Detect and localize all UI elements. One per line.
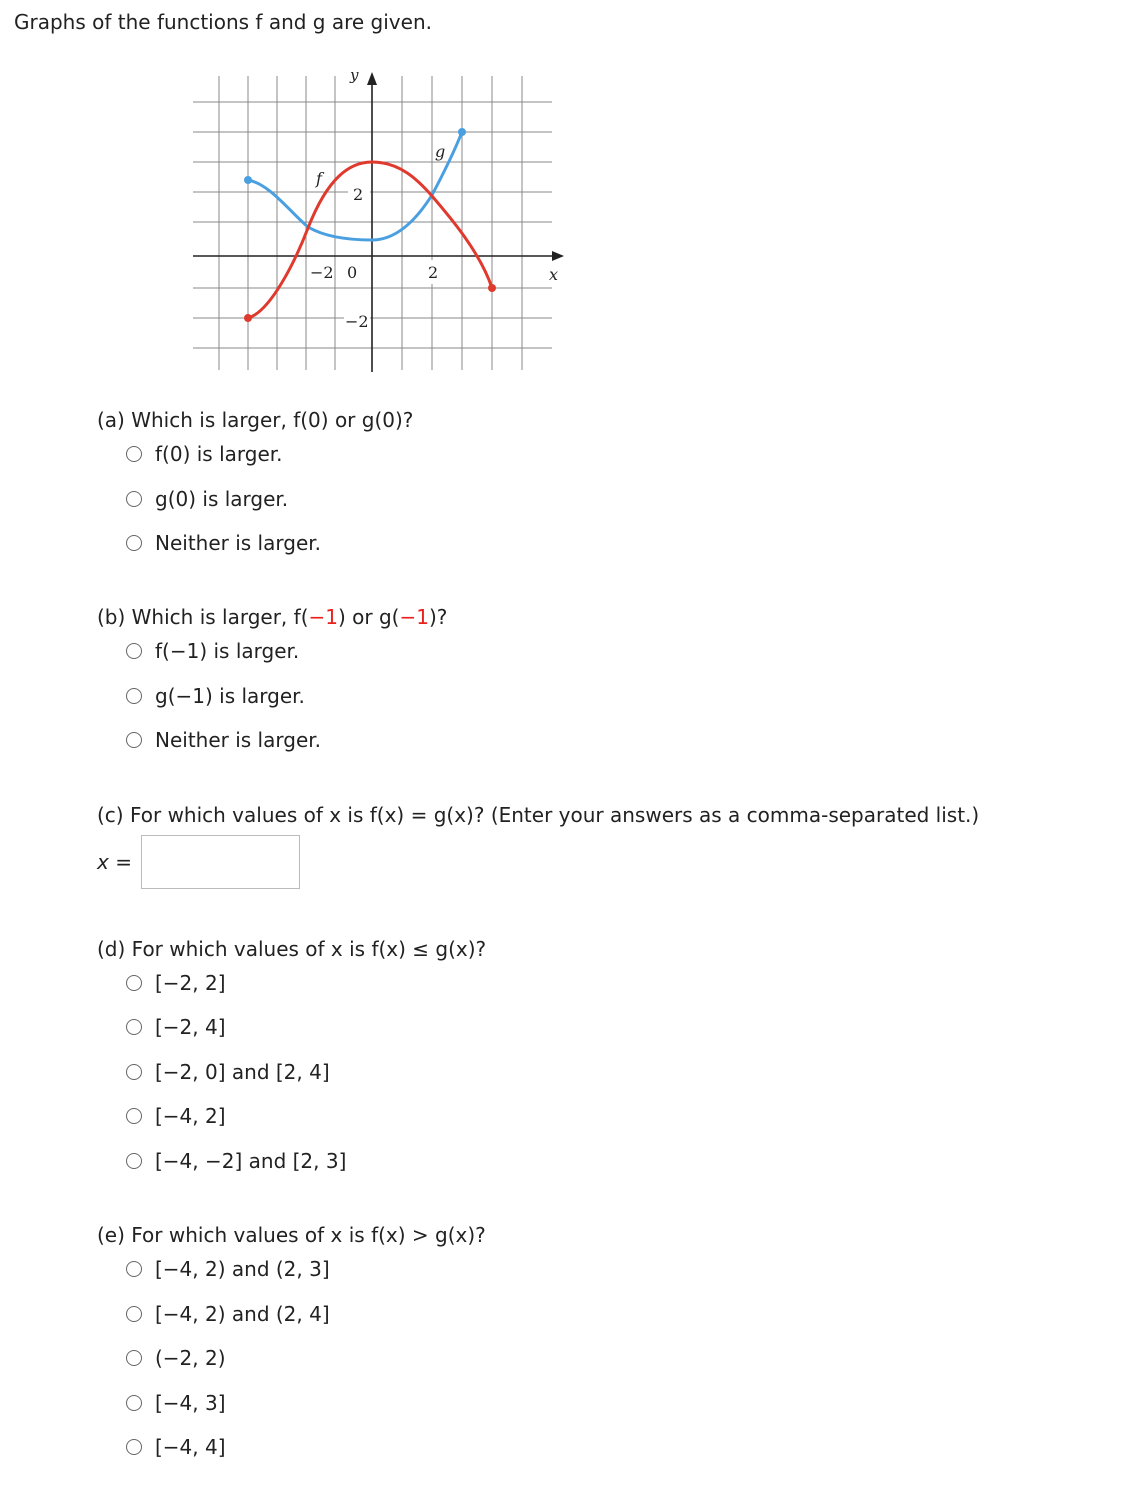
f-left-endpoint [244, 314, 252, 322]
option-e-4[interactable] [126, 1390, 226, 1416]
option-e-2[interactable] [126, 1301, 330, 1327]
intro-text: Graphs of the functions f and g are given. [14, 10, 432, 34]
option-d-1[interactable] [126, 970, 226, 996]
tick-label-x-neg2: −2 [310, 263, 334, 282]
question-b-prefix: (b) Which is larger, f( [97, 605, 309, 629]
g-left-endpoint [244, 176, 252, 184]
radio-button[interactable] [126, 1439, 142, 1455]
option-d-2[interactable] [126, 1014, 226, 1040]
option-label: [−4, 2) and (2, 3] [155, 1257, 330, 1281]
option-e-3[interactable] [126, 1345, 226, 1371]
question-c: (c) For which values of x is f(x) = g(x)? (Enter your answers as a comma-separated list.) [97, 803, 980, 827]
option-label: [−2, 4] [155, 1015, 226, 1039]
option-label: Neither is larger. [155, 728, 321, 752]
question-d: (d) For which values of x is f(x) ≤ g(x)? [97, 937, 487, 961]
radio-button[interactable] [126, 491, 142, 507]
radio-button[interactable] [126, 1350, 142, 1366]
option-label: [−4, 2] [155, 1104, 226, 1128]
question-b-suffix: )? [428, 605, 448, 629]
y-axis-label: y [350, 66, 359, 84]
radio-button[interactable] [126, 1306, 142, 1322]
answer-input[interactable] [141, 835, 300, 889]
option-label: f(−1) is larger. [155, 639, 300, 663]
f-label: f [316, 169, 322, 188]
question-a: (a) Which is larger, f(0) or g(0)? [97, 408, 414, 432]
x-axis-arrow [552, 251, 564, 261]
option-label: g(0) is larger. [155, 487, 289, 511]
option-a-1[interactable] [126, 441, 283, 467]
option-label: [−4, −2] and [2, 3] [155, 1149, 347, 1173]
radio-button[interactable] [126, 1064, 142, 1080]
option-label: f(0) is larger. [155, 442, 283, 466]
question-b [97, 605, 447, 629]
option-label: [−2, 2] [155, 971, 226, 995]
radio-button[interactable] [126, 975, 142, 991]
function-graph [190, 62, 570, 377]
question-b-value-2: −1 [399, 605, 429, 629]
option-label: [−2, 0] and [2, 4] [155, 1060, 330, 1084]
answer-label: x = [97, 850, 132, 874]
option-e-5[interactable] [126, 1434, 226, 1460]
tick-label-y-2: 2 [353, 185, 364, 204]
radio-button[interactable] [126, 446, 142, 462]
g-right-endpoint [458, 128, 466, 136]
radio-button[interactable] [126, 732, 142, 748]
option-b-1[interactable] [126, 638, 299, 664]
radio-button[interactable] [126, 535, 142, 551]
radio-button[interactable] [126, 688, 142, 704]
option-d-5[interactable] [126, 1148, 346, 1174]
question-e: (e) For which values of x is f(x) > g(x)? [97, 1223, 486, 1247]
radio-button[interactable] [126, 1153, 142, 1169]
tick-label-x-0: 0 [347, 263, 358, 282]
f-right-endpoint [488, 284, 496, 292]
question-b-mid: ) or g( [337, 605, 400, 629]
option-a-2[interactable] [126, 486, 288, 512]
option-label: [−4, 2) and (2, 4] [155, 1302, 330, 1326]
g-label: g [435, 142, 446, 161]
option-label: [−4, 3] [155, 1391, 226, 1415]
tick-label-x-2: 2 [428, 263, 439, 282]
tick-label-y-neg2: −2 [345, 312, 369, 331]
option-label: (−2, 2) [155, 1346, 226, 1370]
radio-button[interactable] [126, 1108, 142, 1124]
option-label: [−4, 4] [155, 1435, 226, 1459]
option-label: Neither is larger. [155, 531, 321, 555]
radio-button[interactable] [126, 1395, 142, 1411]
option-a-3[interactable] [126, 530, 321, 556]
question-b-value-1: −1 [308, 605, 338, 629]
option-d-3[interactable] [126, 1059, 330, 1085]
radio-button[interactable] [126, 1019, 142, 1035]
option-b-2[interactable] [126, 683, 305, 709]
option-b-3[interactable] [126, 727, 321, 753]
option-d-4[interactable] [126, 1103, 226, 1129]
option-e-1[interactable] [126, 1256, 330, 1282]
radio-button[interactable] [126, 643, 142, 659]
y-axis-arrow [367, 72, 377, 85]
x-axis-label: x [549, 265, 559, 284]
radio-button[interactable] [126, 1261, 142, 1277]
option-label: g(−1) is larger. [155, 684, 305, 708]
